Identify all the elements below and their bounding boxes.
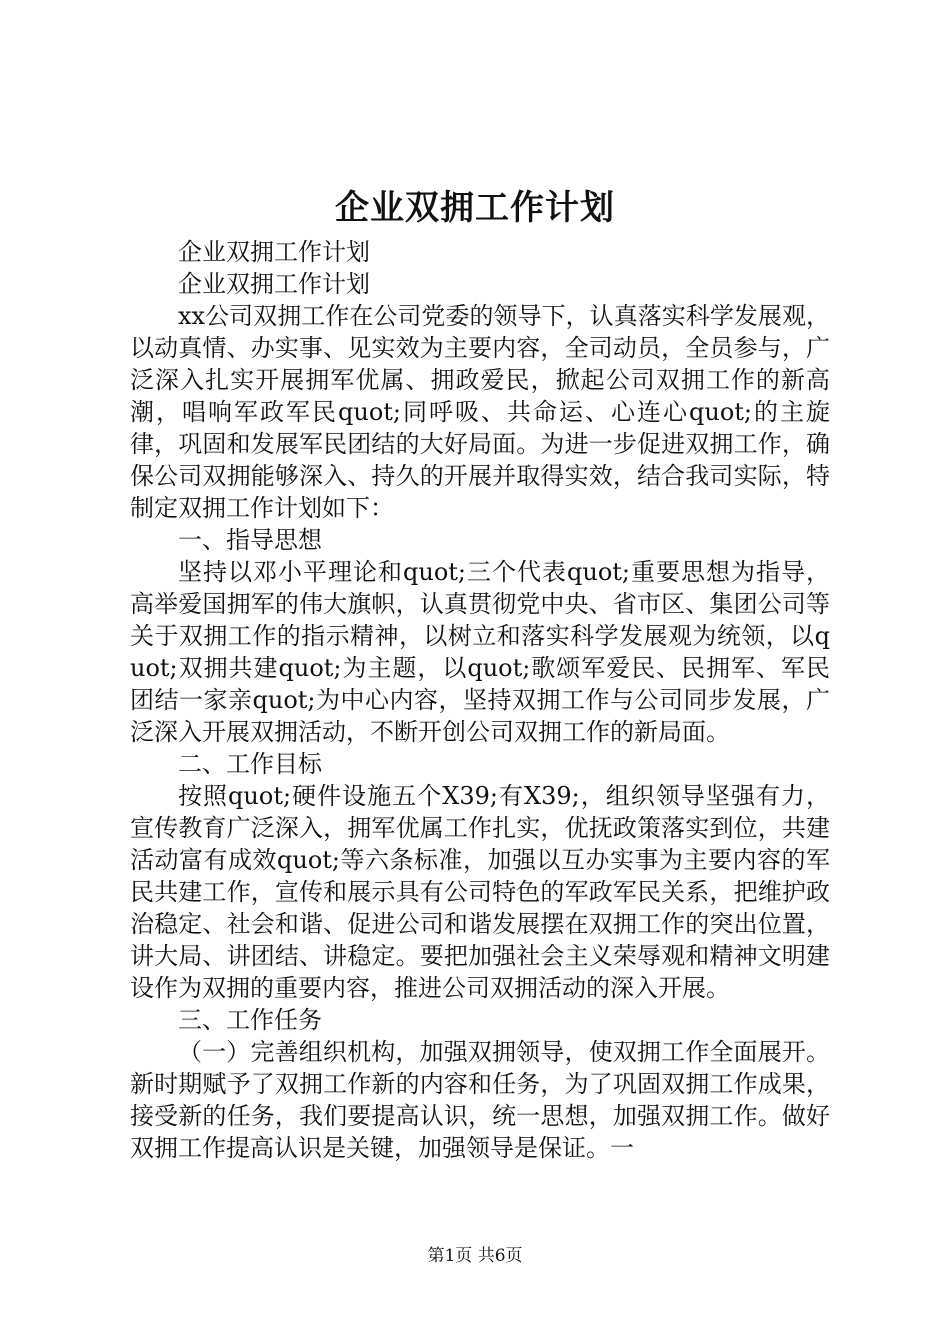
- paragraph-intro: xx公司双拥工作在公司党委的领导下，认真落实科学发展观，以动真情、办实事、见实效为主要内容，全司动员，全员参与，广泛深入扎实开展拥军优属、拥政爱民，掀起公司双拥工作的新高潮，唱响军政军民quot;同呼吸、共命运、心连心quot;的主旋律，巩固和发展军民团结的大好局面。为进一步促进双拥工作，确保公司双拥能够深入、持久的开展并取得实效，结合我司实际，特制定双拥工作计划如下：: [130, 302, 830, 522]
- section-heading-work-goals: 二、工作目标: [178, 750, 322, 778]
- paragraph-work-tasks-1: （一）完善组织机构，加强双拥领导，使双拥工作全面展开。新时期赋予了双拥工作新的内容和任务，为了巩固双拥工作成果，接受新的任务，我们要提高认识，统一思想，加强双拥工作。做好双拥工作提高认识是关键，加强领导是保证。一: [130, 1038, 830, 1162]
- section-heading-work-tasks: 三、工作任务: [178, 1006, 322, 1034]
- document-body: [130, 236, 830, 1164]
- paragraph-subtitle-2: 企业双拥工作计划: [178, 270, 370, 298]
- paragraph-subtitle-1: 企业双拥工作计划: [178, 238, 370, 266]
- paragraph-work-goals: 按照quot;硬件设施五个X39;有X39;，组织领导坚强有力，宣传教育广泛深入，拥军优属工作扎实，优抚政策落实到位，共建活动富有成效quot;等六条标准，加强以互办实事为主要内容的军民共建工作，宣传和展示具有公司特色的军政军民关系，把维护政治稳定、社会和谐、促进公司和谐发展摆在双拥工作的突出位置，讲大局、讲团结、讲稳定。要把加强社会主义荣辱观和精神文明建设作为双拥的重要内容，推进公司双拥活动的深入开展。: [130, 782, 830, 1002]
- document-title: 企业双拥工作计划: [335, 188, 615, 228]
- paragraph-guiding-ideology: 坚持以邓小平理论和quot;三个代表quot;重要思想为指导，高举爱国拥军的伟大旗帜，认真贯彻党中央、省市区、集团公司等关于双拥工作的指示精神，以树立和落实科学发展观为统领，以quot;双拥共建quot;为主题，以quot;歌颂军爱民、民拥军、军民团结一家亲quot;为中心内容，坚持双拥工作与公司同步发展，广泛深入开展双拥活动，不断开创公司双拥工作的新局面。: [130, 558, 830, 746]
- page-number-footer: 第1页 共6页: [427, 1246, 523, 1266]
- section-heading-guiding-ideology: 一、指导思想: [178, 526, 322, 554]
